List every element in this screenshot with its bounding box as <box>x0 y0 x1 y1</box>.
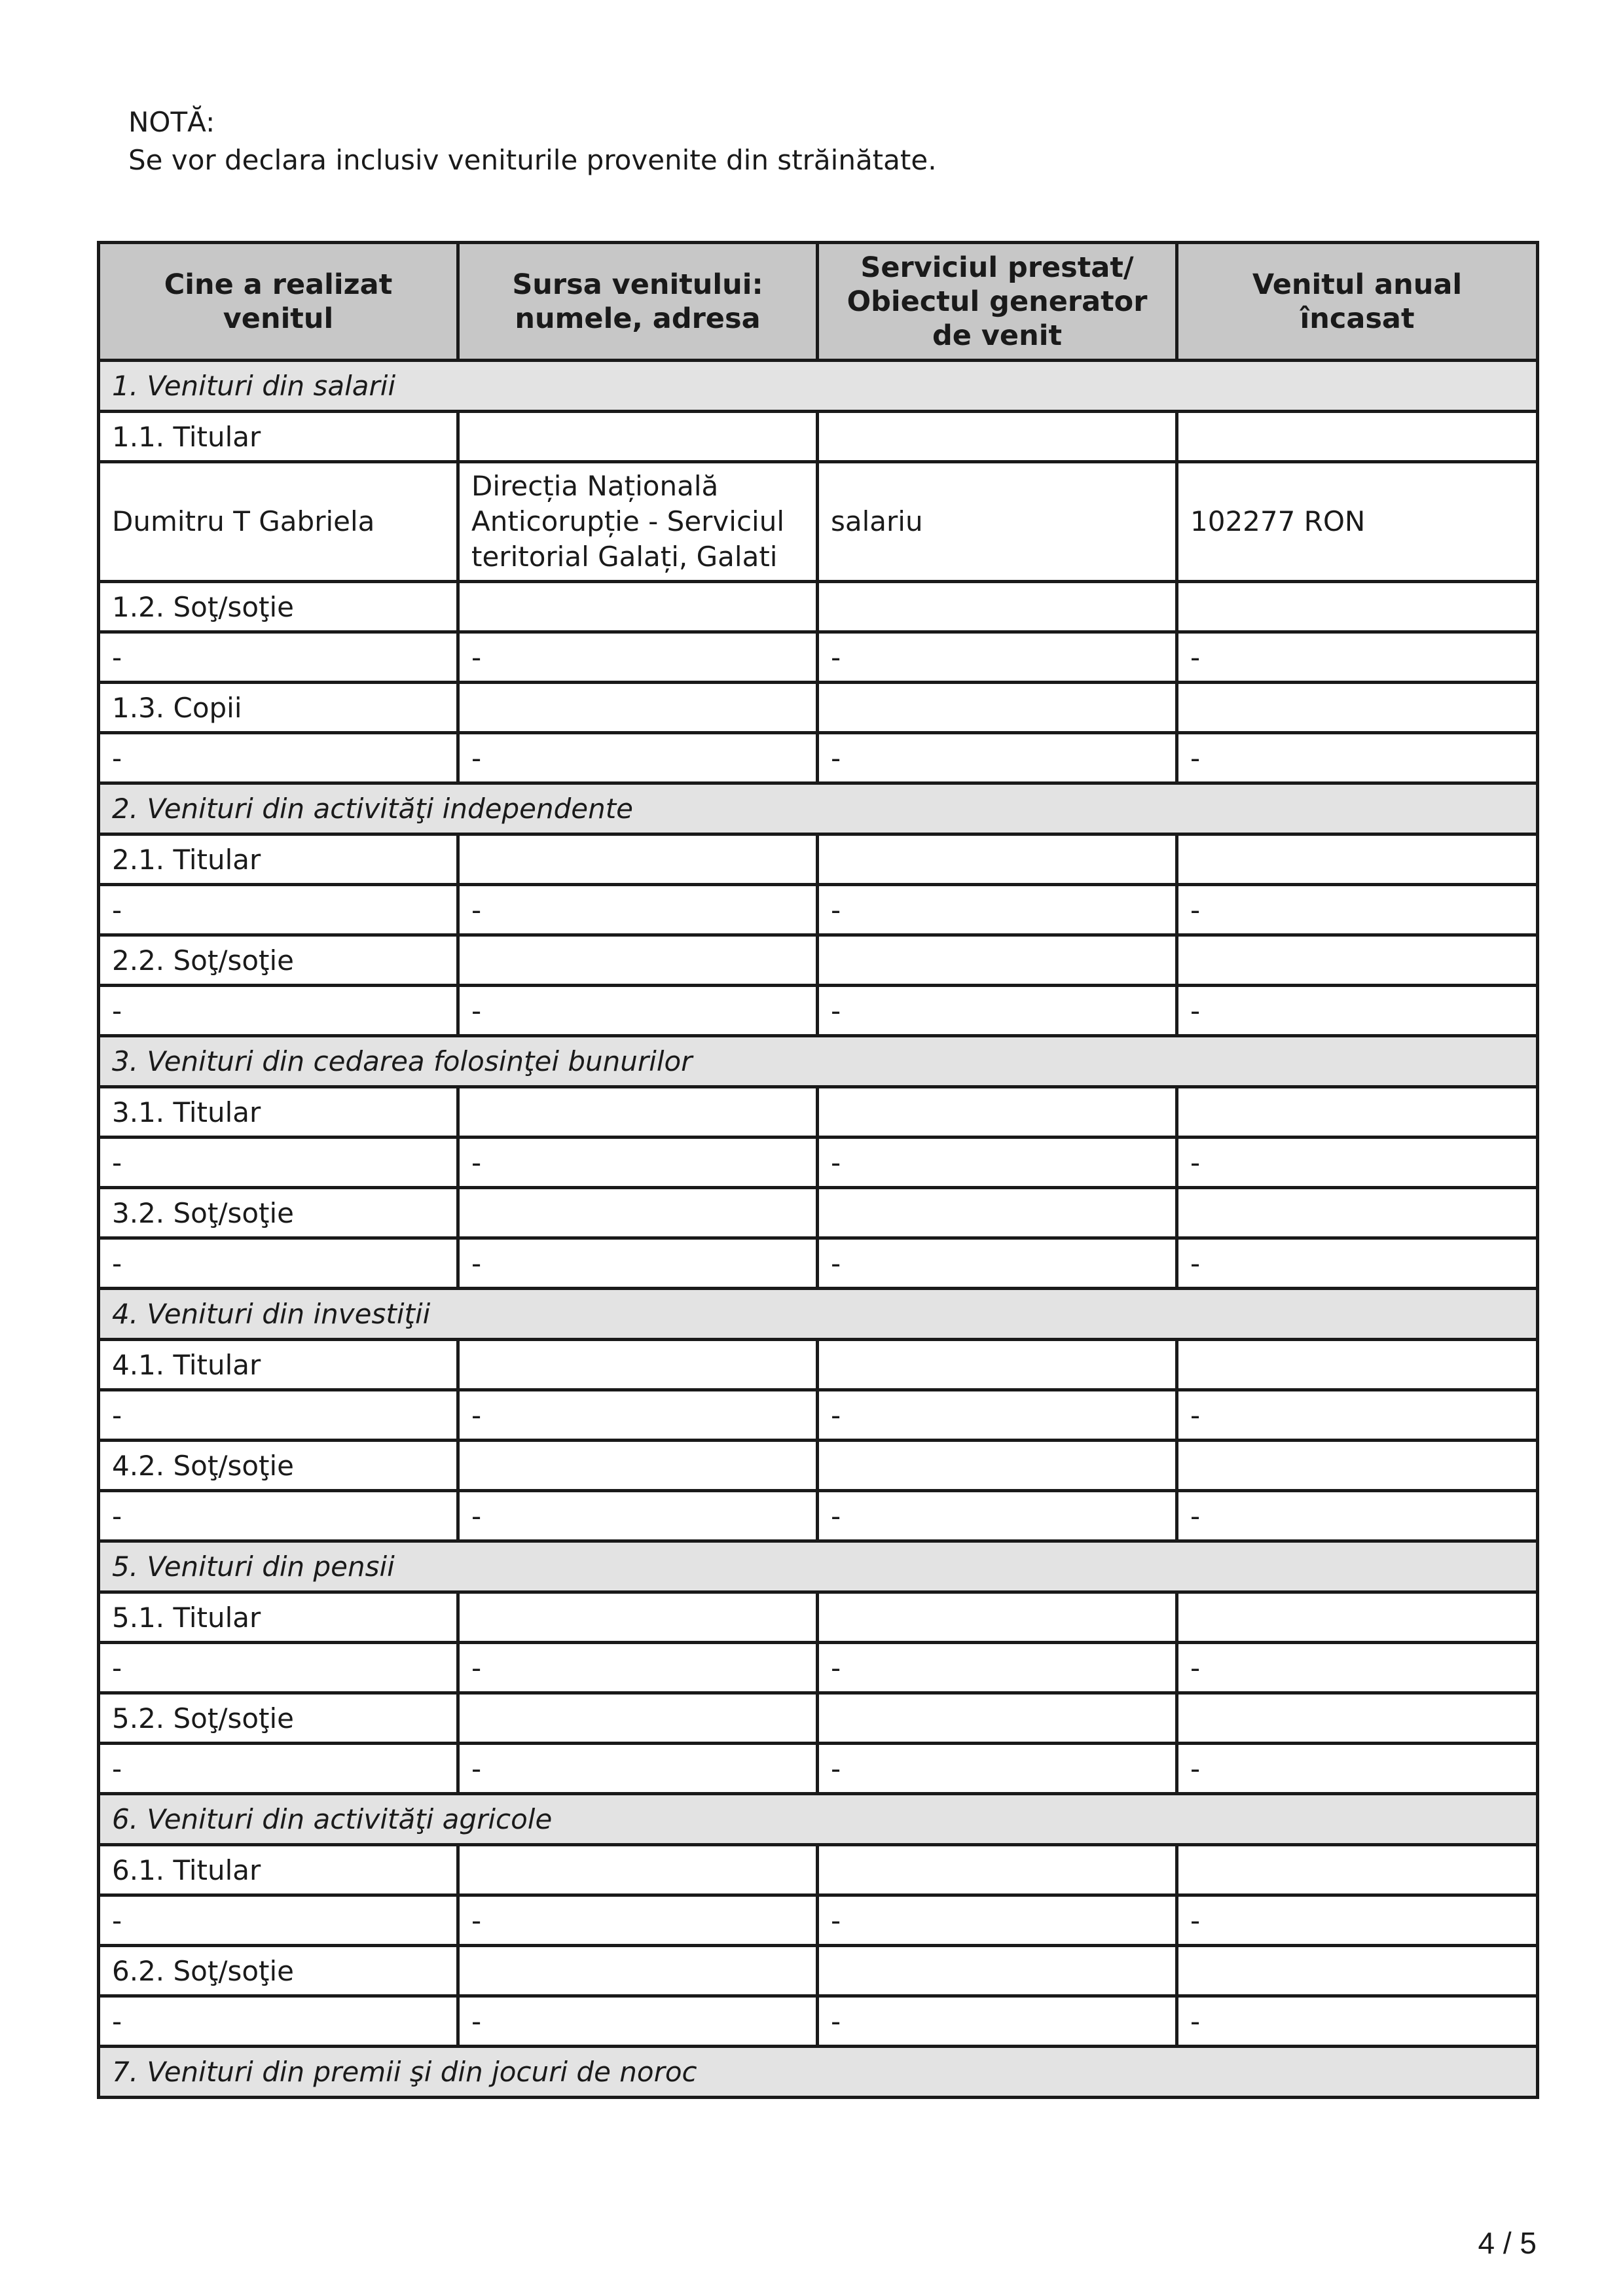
cell-service <box>818 1441 1177 1491</box>
cell-source: - <box>458 1491 818 1541</box>
cell-income <box>1177 935 1538 986</box>
cell-income: - <box>1177 733 1538 783</box>
cell-service <box>818 1340 1177 1390</box>
table-row <box>99 1340 1538 1390</box>
cell-earner: 2.2. Soţ/soţie <box>99 935 458 986</box>
cell-income: - <box>1177 1744 1538 1794</box>
cell-service: - <box>818 1238 1177 1289</box>
cell-source <box>458 1845 818 1895</box>
cell-earner: 3.1. Titular <box>99 1087 458 1138</box>
cell-service: - <box>818 1643 1177 1693</box>
table-row <box>99 1643 1538 1693</box>
cell-source <box>458 1340 818 1390</box>
cell-source <box>458 1946 818 1996</box>
cell-source: - <box>458 632 818 683</box>
table-row <box>99 733 1538 783</box>
cell-earner: 4.1. Titular <box>99 1340 458 1390</box>
cell-earner: 1.1. Titular <box>99 412 458 462</box>
section-row <box>99 1794 1538 1845</box>
cell-income <box>1177 1592 1538 1643</box>
table-row <box>99 1441 1538 1491</box>
table-row <box>99 834 1538 885</box>
cell-source <box>458 834 818 885</box>
cell-service: - <box>818 1390 1177 1441</box>
cell-earner: - <box>99 1238 458 1289</box>
cell-service: - <box>818 632 1177 683</box>
cell-service <box>818 582 1177 632</box>
cell-service: - <box>818 1744 1177 1794</box>
cell-earner: 4.2. Soţ/soţie <box>99 1441 458 1491</box>
cell-earner: - <box>99 1895 458 1946</box>
table-row <box>99 1693 1538 1744</box>
header-source: Sursa venitului: numele, adresa <box>458 243 818 361</box>
cell-source: - <box>458 1895 818 1946</box>
cell-income <box>1177 412 1538 462</box>
cell-source: Direcția Națională Anticorupție - Serviciul teritorial Galați, Galati <box>458 462 818 582</box>
cell-source: - <box>458 733 818 783</box>
cell-source: - <box>458 986 818 1036</box>
cell-source: - <box>458 1138 818 1188</box>
table-row <box>99 462 1538 582</box>
cell-income <box>1177 1845 1538 1895</box>
table-row <box>99 1238 1538 1289</box>
section-row <box>99 1036 1538 1087</box>
cell-service <box>818 1946 1177 1996</box>
note-text: Se vor declara inclusiv veniturile provenite din străinătate. <box>128 144 937 176</box>
section-row <box>99 783 1538 834</box>
table-row <box>99 935 1538 986</box>
table-row <box>99 1087 1538 1138</box>
cell-service: - <box>818 1996 1177 2047</box>
cell-service <box>818 1592 1177 1643</box>
table-row <box>99 885 1538 935</box>
cell-income <box>1177 582 1538 632</box>
cell-income: - <box>1177 1895 1538 1946</box>
table-row <box>99 1845 1538 1895</box>
section-row <box>99 1289 1538 1340</box>
cell-income: - <box>1177 1238 1538 1289</box>
cell-service <box>818 1087 1177 1138</box>
cell-service <box>818 1188 1177 1238</box>
section-label: 5. Venituri din pensii <box>99 1541 1538 1592</box>
table-row <box>99 1996 1538 2047</box>
cell-earner: - <box>99 986 458 1036</box>
cell-source: - <box>458 1996 818 2047</box>
cell-source <box>458 1087 818 1138</box>
cell-service: - <box>818 1138 1177 1188</box>
cell-earner: - <box>99 1491 458 1541</box>
cell-service: - <box>818 733 1177 783</box>
table-row <box>99 1744 1538 1794</box>
cell-earner: - <box>99 1996 458 2047</box>
cell-service <box>818 834 1177 885</box>
cell-earner: 6.1. Titular <box>99 1845 458 1895</box>
cell-income: - <box>1177 986 1538 1036</box>
cell-service <box>818 935 1177 986</box>
cell-source: - <box>458 1643 818 1693</box>
cell-earner: Dumitru T Gabriela <box>99 462 458 582</box>
cell-earner: 1.2. Soţ/soţie <box>99 582 458 632</box>
cell-income <box>1177 1188 1538 1238</box>
table-row <box>99 1592 1538 1643</box>
cell-source <box>458 1188 818 1238</box>
table-row <box>99 582 1538 632</box>
cell-earner: 5.1. Titular <box>99 1592 458 1643</box>
cell-income: - <box>1177 1138 1538 1188</box>
cell-source <box>458 412 818 462</box>
table-row <box>99 412 1538 462</box>
table-row <box>99 1138 1538 1188</box>
cell-service <box>818 1693 1177 1744</box>
note-block <box>128 103 937 179</box>
section-row <box>99 1541 1538 1592</box>
table-header-row <box>99 243 1538 361</box>
cell-income: - <box>1177 885 1538 935</box>
cell-earner: 2.1. Titular <box>99 834 458 885</box>
cell-service: - <box>818 1491 1177 1541</box>
section-label: 7. Venituri din premii şi din jocuri de noroc <box>99 2047 1538 2098</box>
cell-income: - <box>1177 632 1538 683</box>
cell-service: - <box>818 986 1177 1036</box>
cell-source <box>458 1441 818 1491</box>
table-row <box>99 1491 1538 1541</box>
table-body <box>99 361 1538 2098</box>
cell-earner: - <box>99 632 458 683</box>
section-label: 2. Venituri din activităţi independente <box>99 783 1538 834</box>
cell-income: - <box>1177 1643 1538 1693</box>
cell-source <box>458 582 818 632</box>
cell-income: - <box>1177 1491 1538 1541</box>
cell-earner: 5.2. Soţ/soţie <box>99 1693 458 1744</box>
cell-service: - <box>818 885 1177 935</box>
cell-earner: - <box>99 1390 458 1441</box>
table-row <box>99 1188 1538 1238</box>
cell-service: salariu <box>818 462 1177 582</box>
table-row <box>99 1895 1538 1946</box>
table-row <box>99 1390 1538 1441</box>
table-row <box>99 683 1538 733</box>
cell-earner: - <box>99 885 458 935</box>
cell-income <box>1177 1340 1538 1390</box>
header-service: Serviciul prestat/ Obiectul generator de venit <box>818 243 1177 361</box>
cell-earner: - <box>99 733 458 783</box>
section-label: 4. Venituri din investiţii <box>99 1289 1538 1340</box>
cell-source <box>458 683 818 733</box>
section-row <box>99 2047 1538 2098</box>
cell-income: - <box>1177 1390 1538 1441</box>
cell-service <box>818 683 1177 733</box>
table-row <box>99 986 1538 1036</box>
cell-income <box>1177 1946 1538 1996</box>
section-label: 3. Venituri din cedarea folosinţei bunurilor <box>99 1036 1538 1087</box>
header-annual-income: Venitul anual încasat <box>1177 243 1538 361</box>
note-title: NOTĂ: <box>128 106 215 138</box>
table-row <box>99 632 1538 683</box>
cell-earner: 1.3. Copii <box>99 683 458 733</box>
cell-income <box>1177 1087 1538 1138</box>
page-number: 4 / 5 <box>1478 2226 1537 2260</box>
header-earner: Cine a realizat venitul <box>99 243 458 361</box>
cell-income: 102277 RON <box>1177 462 1538 582</box>
cell-earner: 6.2. Soţ/soţie <box>99 1946 458 1996</box>
cell-source <box>458 935 818 986</box>
cell-earner: - <box>99 1643 458 1693</box>
section-label: 6. Venituri din activităţi agricole <box>99 1794 1538 1845</box>
cell-source: - <box>458 1390 818 1441</box>
cell-earner: 3.2. Soţ/soţie <box>99 1188 458 1238</box>
cell-service <box>818 412 1177 462</box>
table-row <box>99 1946 1538 1996</box>
cell-income <box>1177 1693 1538 1744</box>
cell-source <box>458 1592 818 1643</box>
cell-income: - <box>1177 1996 1538 2047</box>
cell-source: - <box>458 1238 818 1289</box>
cell-source: - <box>458 1744 818 1794</box>
cell-earner: - <box>99 1744 458 1794</box>
cell-source <box>458 1693 818 1744</box>
cell-income <box>1177 834 1538 885</box>
section-label: 1. Venituri din salarii <box>99 361 1538 412</box>
cell-income <box>1177 1441 1538 1491</box>
income-table <box>97 241 1539 2099</box>
cell-source: - <box>458 885 818 935</box>
cell-earner: - <box>99 1138 458 1188</box>
section-row <box>99 361 1538 412</box>
cell-service: - <box>818 1895 1177 1946</box>
cell-income <box>1177 683 1538 733</box>
cell-service <box>818 1845 1177 1895</box>
